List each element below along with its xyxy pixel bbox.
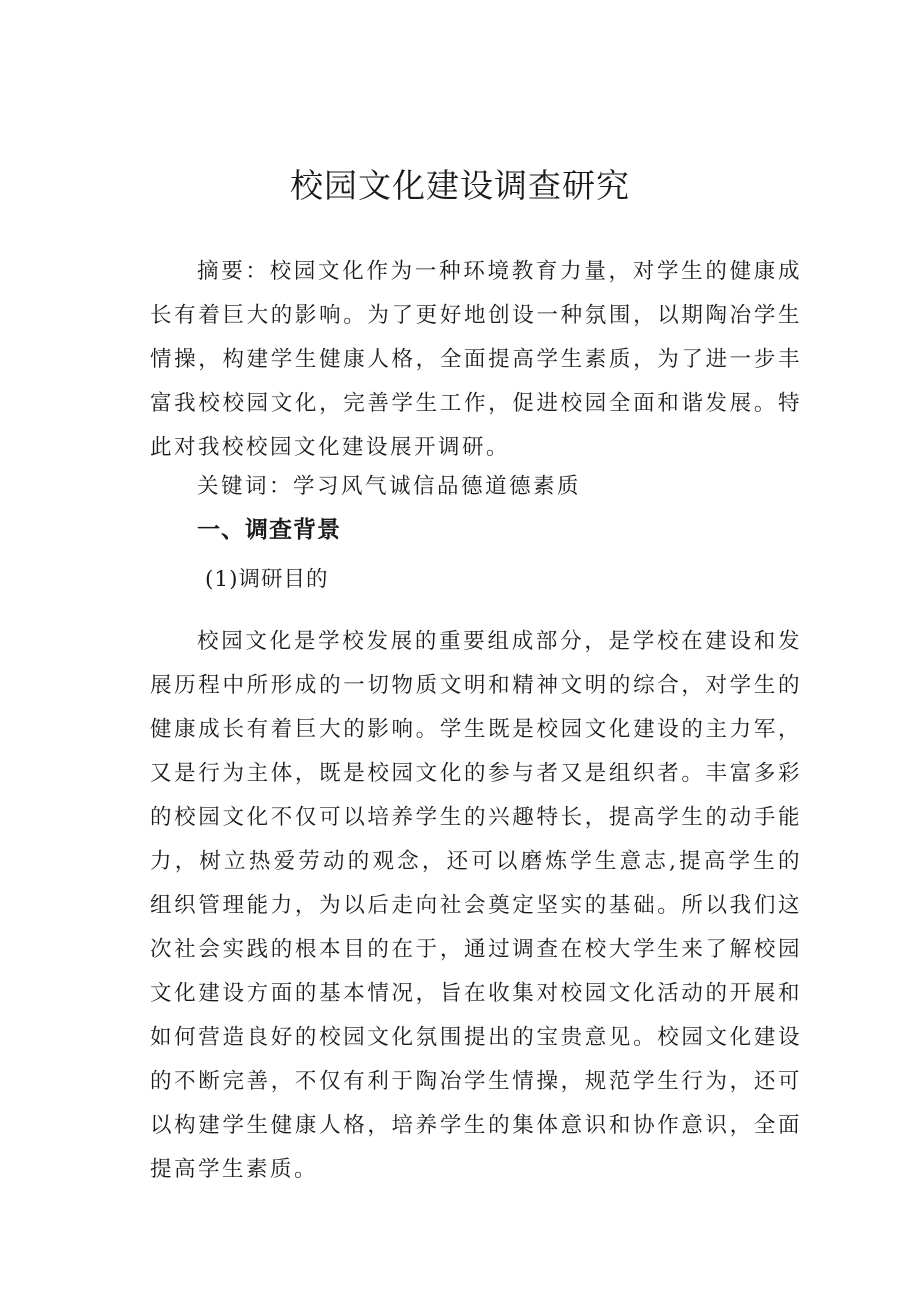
document-title: 校园文化建设调查研究 bbox=[290, 166, 630, 205]
body-paragraph: 校园文化是学校发展的重要组成部分，是学校在建设和发展历程中所形成的一切物质文明和精神文明的综合，对学生的健康成长有着巨大的影响。学生既是校园文化建设的主力军，又是行为主体，既是校园文化的参与者又是组织者。丰富多彩的校园文化不仅可以培养学生的兴趣特长，提高学生的动手能力，树立热爱劳动的观念，还可以磨炼学生意志,提高学生的组织管理能力，为以后走向社会奠定坚实的基础。所以我们这次社会实践的根本目的在于，通过调查在校大学生来了解校园文化建设方面的基本情况，旨在收集对校园文化活动的开展和如何营造良好的校园文化氛围提出的宝贵意见。校园文化建设的不断完善，不仅有利于陶冶学生情操，规范学生行为，还可以构建学生健康人格，培养学生的集体意识和协作意识，全面提高学生素质。 bbox=[150, 629, 802, 1182]
abstract-paragraph: 摘要：校园文化作为一种环境教育力量，对学生的健康成长有着巨大的影响。为了更好地创设一种氛围，以期陶冶学生情操，构建学生健康人格，全面提高学生素质，为了进一步丰富我校校园文化，完善学生工作，促进校园全面和谐发展。特此对我校校园文化建设展开调研。 bbox=[150, 259, 802, 460]
section-heading: 一、调查背景 bbox=[197, 517, 341, 543]
keywords-line: 关键词：学习风气诚信品德道德素质 bbox=[197, 474, 582, 499]
subsection-heading: (1)调研目的 bbox=[205, 567, 329, 592]
